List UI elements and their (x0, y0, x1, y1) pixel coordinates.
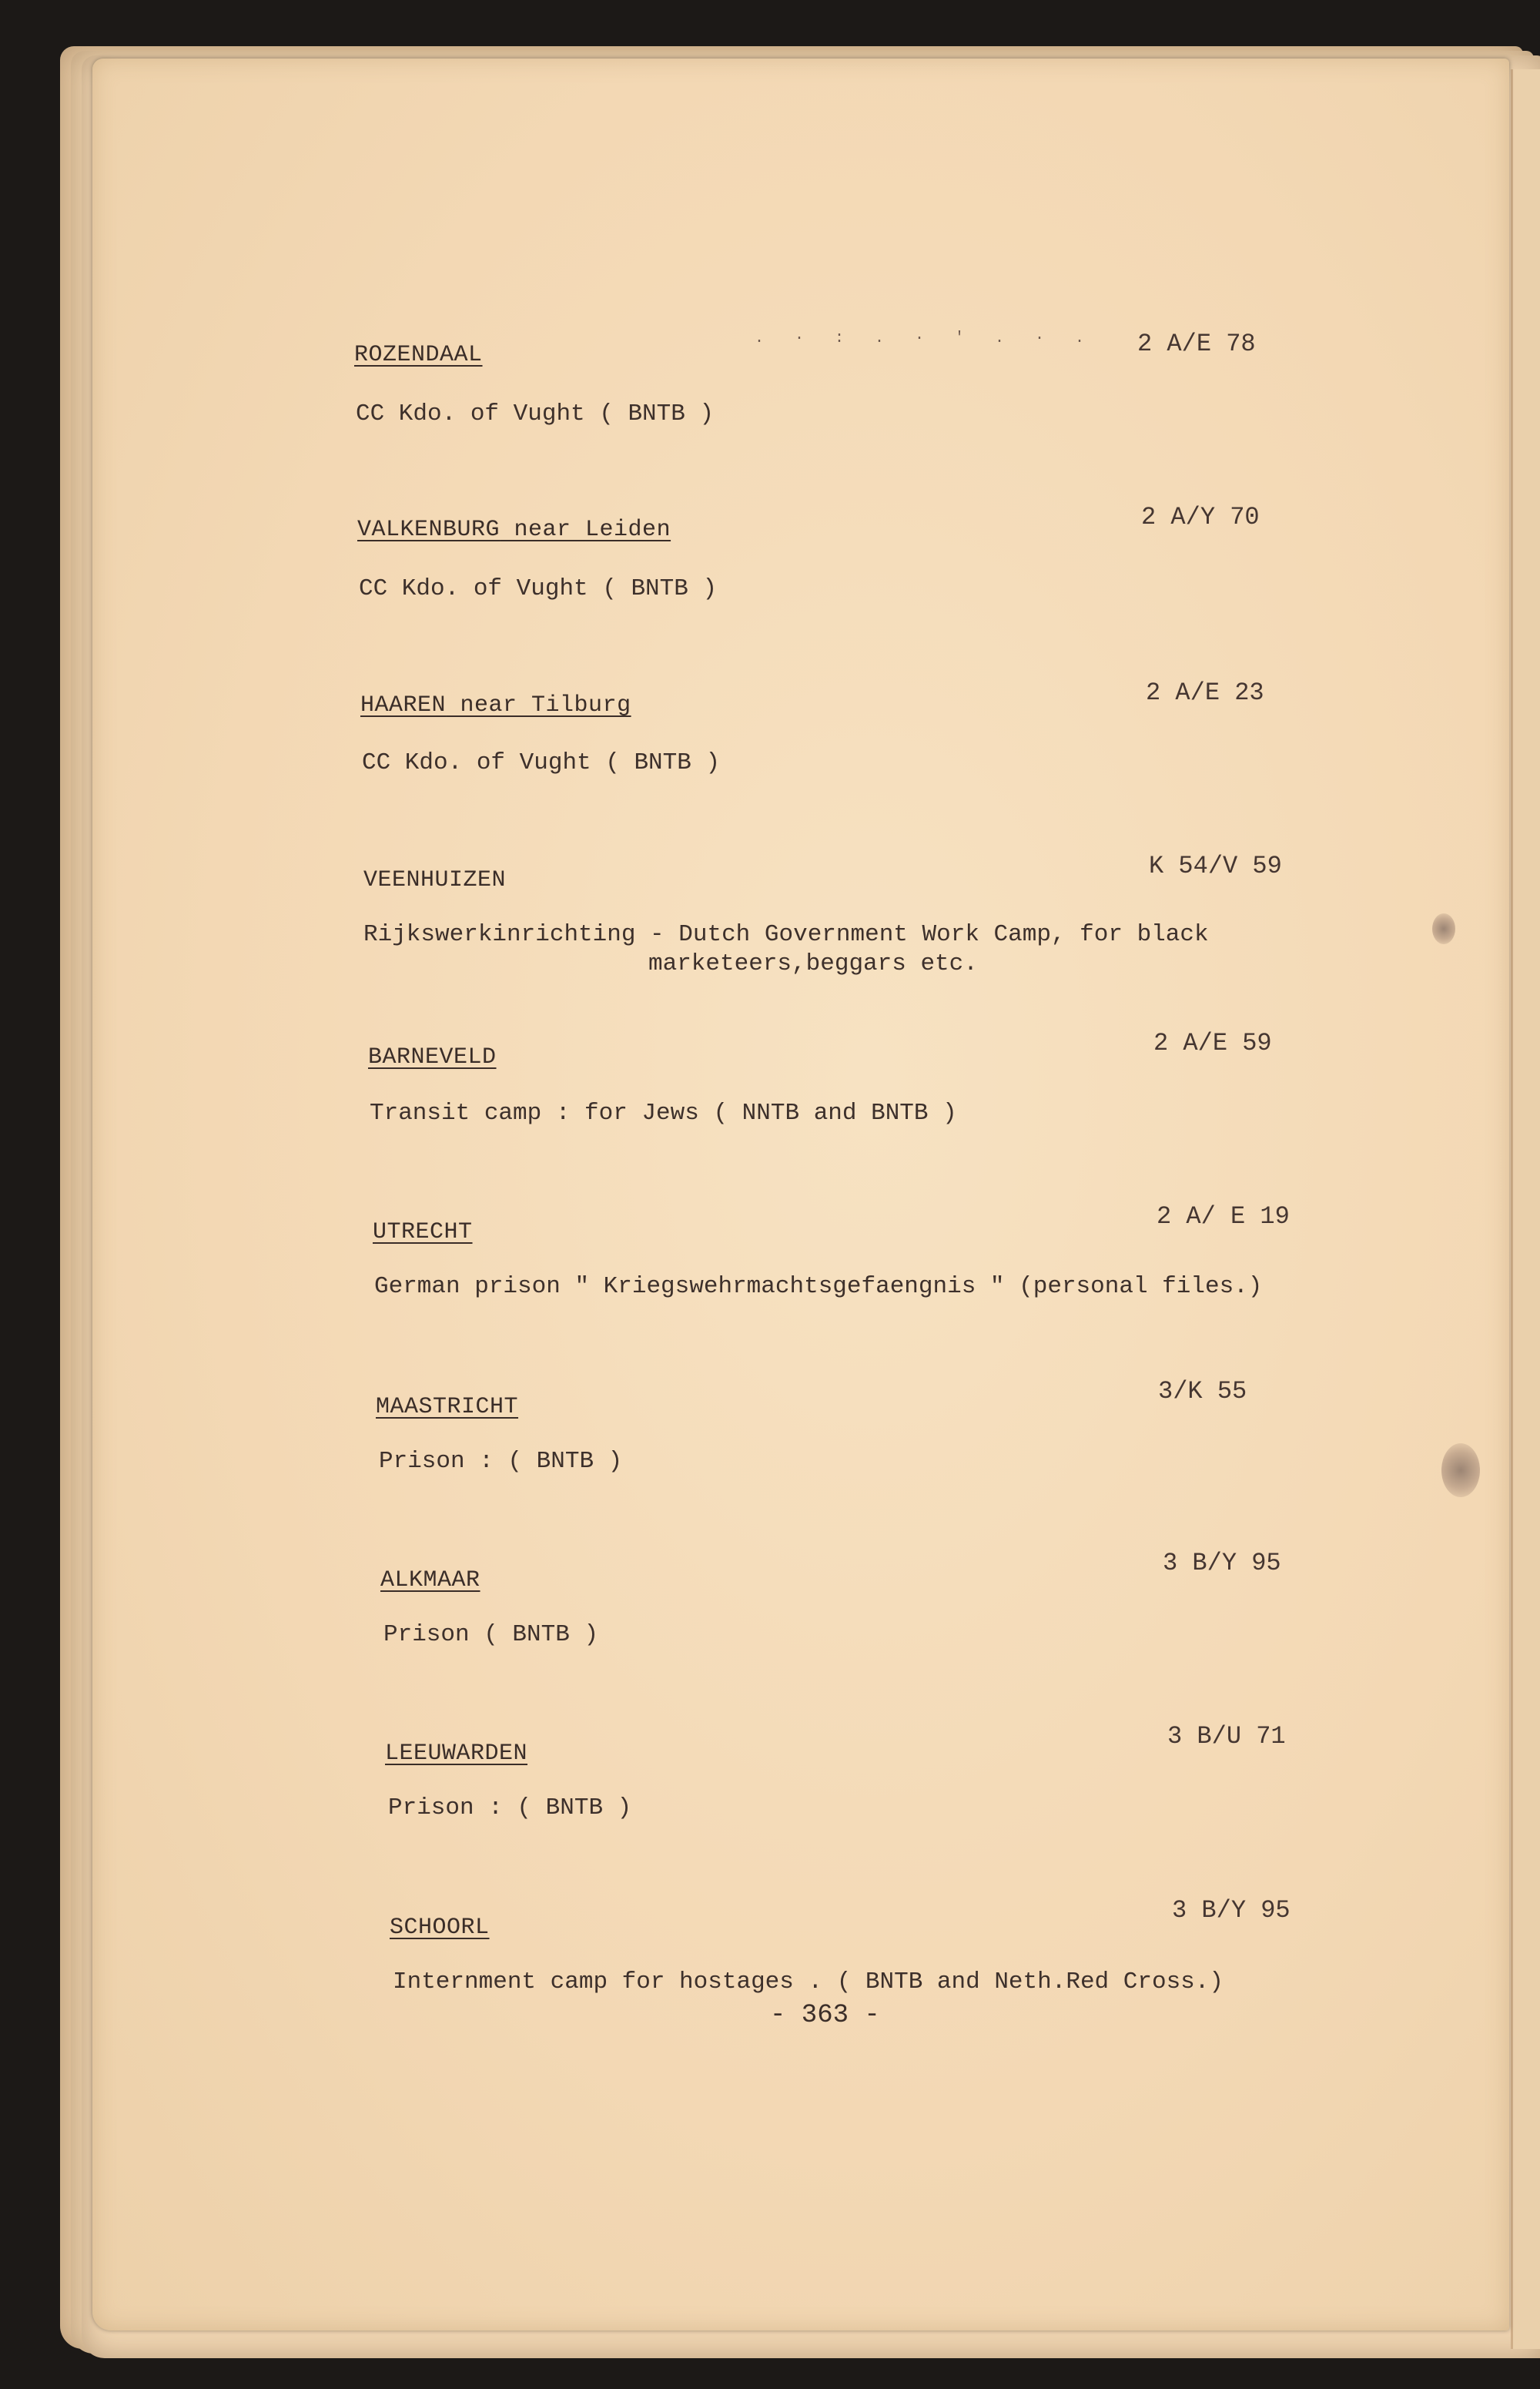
place-name-text: MAASTRICHT (376, 1394, 519, 1420)
place-name (354, 342, 483, 368)
place-name-text: ROZENDAAL (354, 342, 483, 368)
description-continuation: marketeers,beggars etc. (648, 950, 978, 977)
reference-code: 2 A/ E 19 (1157, 1202, 1290, 1231)
reference-code: 3/K 55 (1158, 1377, 1247, 1406)
entry (92, 457, 1509, 611)
reference-code: 2 A/E 78 (1137, 330, 1256, 358)
description: Prison : ( BNTB ) (379, 1448, 623, 1475)
ink-specks: . · : . · ' . · . (755, 330, 1096, 347)
description: Internment camp for hostages . ( BNTB and Neth.Red Cross.) (393, 1968, 1224, 1995)
place-name-text: BARNEVELD (368, 1044, 497, 1071)
place-name (368, 1044, 497, 1071)
entry (92, 1156, 1509, 1310)
place-name (385, 1741, 527, 1767)
place-name (360, 692, 631, 719)
entry (92, 1851, 1509, 2005)
description: Rijkswerkinrichting - Dutch Government Work Camp, for black (363, 921, 1209, 948)
reference-code: 2 A/Y 70 (1141, 503, 1260, 531)
description: CC Kdo. of Vught ( BNTB ) (362, 749, 721, 776)
reference-code: 3 B/Y 95 (1163, 1549, 1281, 1577)
place-name (376, 1394, 518, 1420)
entry (92, 806, 1509, 977)
page-number: - 363 - (770, 2001, 880, 2030)
reference-code: K 54/V 59 (1149, 852, 1282, 880)
place-name (380, 1567, 480, 1593)
place-name-text: VEENHUIZEN (363, 867, 507, 893)
place-suffix: near Tilburg (446, 692, 631, 719)
document-page (92, 59, 1509, 2330)
place-name-text: SCHOORL (390, 1915, 490, 1941)
entry (92, 983, 1509, 1137)
entry (92, 1504, 1509, 1658)
place-name (357, 517, 671, 543)
description: CC Kdo. of Vught ( BNTB ) (356, 400, 715, 427)
place-name (363, 867, 506, 893)
reference-code: 3 B/U 71 (1167, 1722, 1286, 1751)
entry (92, 282, 1509, 436)
place-name-text: HAAREN (360, 692, 447, 719)
reference-code: 3 B/Y 95 (1172, 1896, 1291, 1925)
entry (92, 632, 1509, 786)
description: Prison ( BNTB ) (383, 1621, 599, 1648)
entry (92, 1331, 1509, 1485)
place-name (390, 1915, 490, 1941)
facing-page-edge (1511, 69, 1540, 2349)
description: Prison : ( BNTB ) (388, 1794, 632, 1821)
place-name-text: LEEUWARDEN (385, 1741, 528, 1767)
entry (92, 1677, 1509, 1831)
place-name (373, 1219, 473, 1245)
place-name-text: VALKENBURG (357, 517, 500, 543)
description: German prison " Kriegswehrmachtsgefaengnis " (personal files.) (374, 1273, 1263, 1300)
reference-code: 2 A/E 59 (1153, 1029, 1272, 1057)
description: CC Kdo. of Vught ( BNTB ) (359, 575, 718, 602)
place-name-text: UTRECHT (373, 1219, 473, 1245)
reference-code: 2 A/E 23 (1146, 679, 1264, 707)
place-suffix: near Leiden (500, 517, 671, 543)
description: Transit camp : for Jews ( NNTB and BNTB ) (370, 1100, 957, 1127)
place-name-text: ALKMAAR (380, 1567, 480, 1593)
